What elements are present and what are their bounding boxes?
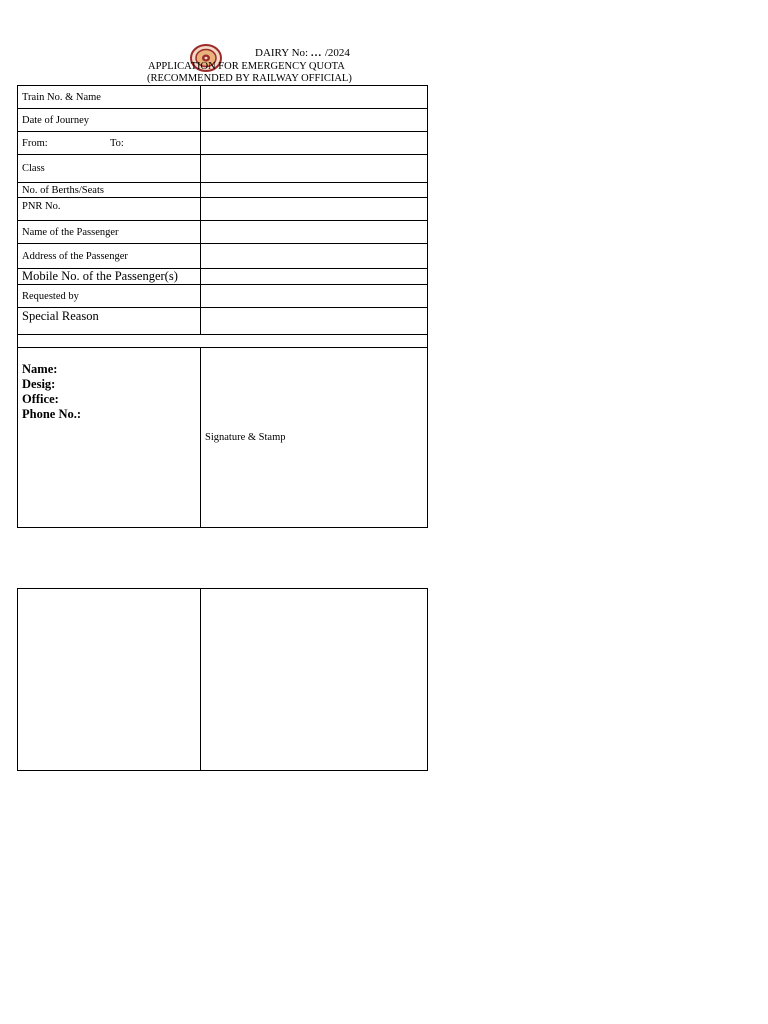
form-row-berths: [18, 183, 428, 198]
train-label: Train No. & Name: [18, 86, 201, 109]
address-input[interactable]: [201, 244, 428, 269]
form-row-mobile: [18, 269, 428, 285]
pnr-input[interactable]: [201, 198, 428, 221]
recommender-details[interactable]: [18, 348, 201, 528]
address-label: Address of the Passenger: [18, 244, 201, 269]
train-input[interactable]: [201, 86, 428, 109]
signature-stamp-cell[interactable]: [201, 348, 428, 528]
special-reason-label: Special Reason: [18, 308, 201, 335]
recommender-desig-label: Desig:: [22, 377, 56, 391]
recommender-name-label: Name:: [22, 362, 58, 376]
dairy-label: DAIRY No:: [255, 47, 309, 59]
office-use-box: [17, 588, 428, 771]
form-row-date: [18, 109, 428, 132]
form-row-class: [18, 155, 428, 183]
signature-stamp-label: Signature & Stamp: [205, 432, 286, 443]
requested-by-label: Requested by: [18, 285, 201, 308]
office-use-right-cell[interactable]: [201, 589, 428, 771]
from-to-label: [18, 132, 201, 155]
requested-by-input[interactable]: [201, 285, 428, 308]
form-row-pnr: [18, 198, 428, 221]
separator-cell: [18, 335, 428, 348]
to-label: To:: [110, 137, 124, 149]
form-row-address: [18, 244, 428, 269]
form-row-special-reason: [18, 308, 428, 335]
dairy-number-blank: ...: [310, 47, 323, 59]
mobile-label: Mobile No. of the Passenger(s): [18, 269, 201, 285]
dairy-number: [255, 47, 350, 59]
special-reason-input[interactable]: [201, 308, 428, 335]
form-row-separator: [18, 335, 428, 348]
dairy-year: /2024: [324, 47, 350, 59]
passenger-name-input[interactable]: [201, 221, 428, 244]
berths-input[interactable]: [201, 183, 428, 198]
berths-label: No. of Berths/Seats: [18, 183, 201, 198]
date-label: Date of Journey: [18, 109, 201, 132]
form-row-requested-by: [18, 285, 428, 308]
recommender-phone-label: Phone No.:: [22, 407, 82, 421]
pnr-label: PNR No.: [18, 198, 201, 221]
form-subtitle: (RECOMMENDED BY RAILWAY OFFICIAL): [147, 73, 352, 84]
passenger-name-label: Name of the Passenger: [18, 221, 201, 244]
from-label: From:: [22, 137, 48, 149]
form-title: APPLICATION FOR EMERGENCY QUOTA: [148, 61, 345, 72]
form-row-train: [18, 86, 428, 109]
form-row-passenger-name: [18, 221, 428, 244]
form-row-from-to: [18, 132, 428, 155]
from-to-input[interactable]: [201, 132, 428, 155]
mobile-input[interactable]: [201, 269, 428, 285]
form-row-recommender: [18, 348, 428, 528]
form-header: [0, 0, 768, 86]
application-form-table: [17, 85, 428, 528]
class-input[interactable]: [201, 155, 428, 183]
date-input[interactable]: [201, 109, 428, 132]
office-use-left-cell[interactable]: [18, 589, 201, 771]
recommender-office-label: Office:: [22, 392, 59, 406]
class-label: Class: [18, 155, 201, 183]
